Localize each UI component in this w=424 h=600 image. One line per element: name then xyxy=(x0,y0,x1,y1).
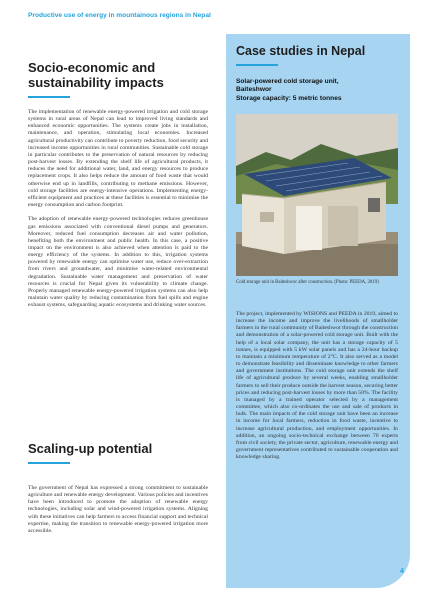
case-studies-header xyxy=(236,44,398,103)
cold-storage-photo xyxy=(236,114,398,276)
page-number: 4 xyxy=(400,568,404,575)
case-studies-heading: Case studies in Nepal xyxy=(236,44,366,58)
impacts-paragraph-1: The implementation of renewable energy-powered irrigation and cold storage systems in rural areas of Nepal can lead to improved living standards and enhanced economic opportunities. The systems create jobs in installation, maintenance, and operation, stimulating local economies. Increased agricultural productivity can contribute to poverty reduction, food security and increased income opportunities in rural communities. Sustainable cold storage in particular contributes to the preservation of natural resources by reducing post-harvest losses. By extending the shelf life of agricultural products, it reduces the need for additional water, land, and energy resources to produce replacement crops. It also helps reduce the amount of food waste that would otherwise end up in landfills, contributing to methane emissions. However, cold storage facilities are energy-intensive operations. Implementing energy-efficient equipment and practices at these facilities is essential to minimise the energy consumption and carbon footprint. xyxy=(28,109,208,209)
heading-rule xyxy=(28,462,70,464)
case-study-body xyxy=(236,311,398,468)
heading-rule xyxy=(236,64,278,66)
case-subtitle-line-1: Solar-powered cold storage unit, xyxy=(236,78,339,85)
scaling-section xyxy=(28,441,208,475)
scaling-paragraph: The government of Nepal has expressed a strong commitment to sustainable agriculture and renewable energy development. Various policies and incentives have been introduced to promote the adoption of renewable energy technologies, including solar and wind-powered irrigation systems. Aligning with these initiatives can help farmers to access financial support and technical expertise, making the transition to renewable energy-powered irrigation more accessible. xyxy=(28,485,208,534)
case-study-paragraph: The project, implemented by WISIONS and PEEDA in 2019, aimed to increase the income and improve the livelihoods of smallholder farmers in the rural community of Baiteshwor through the construction and demonstration of a solar-powered cold storage unit. Built with the help of a local solar company, the unit has a storage capacity of 5 tonnes, is equipped with 5 kW solar panels and has a 24-hour backup to maintain a minimum temperature of 2°C. It also served as a model to demonstrate feasibility and disseminate knowledge to other farmers and government institutions. The cold storage unit extends the shelf life of agricultural produce by several weeks, enabling smallholder farmers to sell their produce outside the harvest season, securing better prices and reducing post-harvest losses by more than 50%. The facility is managed by a trained operator selected by a management committee, which also co-ordinates the use and sale of products in bulk. The main impacts of the cold storage unit have been an increase in income for local farmers, reduction in food waste, incentive to increase agricultural production, and employment opportunities. In addition, an ongoing socio-technical exchange between 70 experts from civil society, the private sector, agriculture, renewable energy and government representatives contributed to sustainable cooperation and knowledge sharing. xyxy=(236,311,398,461)
photo-caption: Cold storage unit in Baiteshwor after construction. (Photo: PEEDA, 2019) xyxy=(236,280,379,285)
case-studies-panel xyxy=(226,34,410,588)
impacts-paragraph-2: The adoption of renewable energy-powered technologies reduces greenhouse gas emissions associated with conventional diesel pumps and generators. Moreover, reduced fuel consumption decreases air and water pollution, benefiting both the environment and public health. In this case, a positive impact on the environment is also achieved when attention is paid to the energy efficiency of the systems. In addition to this, irrigation systems powered by renewable energy can optimise water use, reduce over-extraction from rivers and groundwater, and minimise water-related environmental degradation. Sustainable water management and preservation of water resources is crucial for Nepal given its vulnerability to climate change. Properly managed renewable energy-powered irrigation systems can also help maintain water quality by reducing contamination from fuel spills and engine exhaust systems, safeguarding aquatic ecosystems and drinking water sources. xyxy=(28,216,208,309)
impacts-section xyxy=(28,60,208,317)
heading-rule xyxy=(28,96,70,98)
case-subtitle-line-2: Baiteshwor xyxy=(236,86,272,94)
scaling-body xyxy=(28,485,208,542)
scaling-heading: Scaling-up potential xyxy=(28,441,153,456)
case-subtitle xyxy=(236,78,398,103)
case-subtitle-line-3: Storage capacity: 5 metric tonnes xyxy=(236,94,342,102)
running-header: Productive use of energy in mountainous regions in Nepal xyxy=(28,12,211,19)
impacts-heading: Socio-economic and sustainability impacts xyxy=(28,60,164,90)
